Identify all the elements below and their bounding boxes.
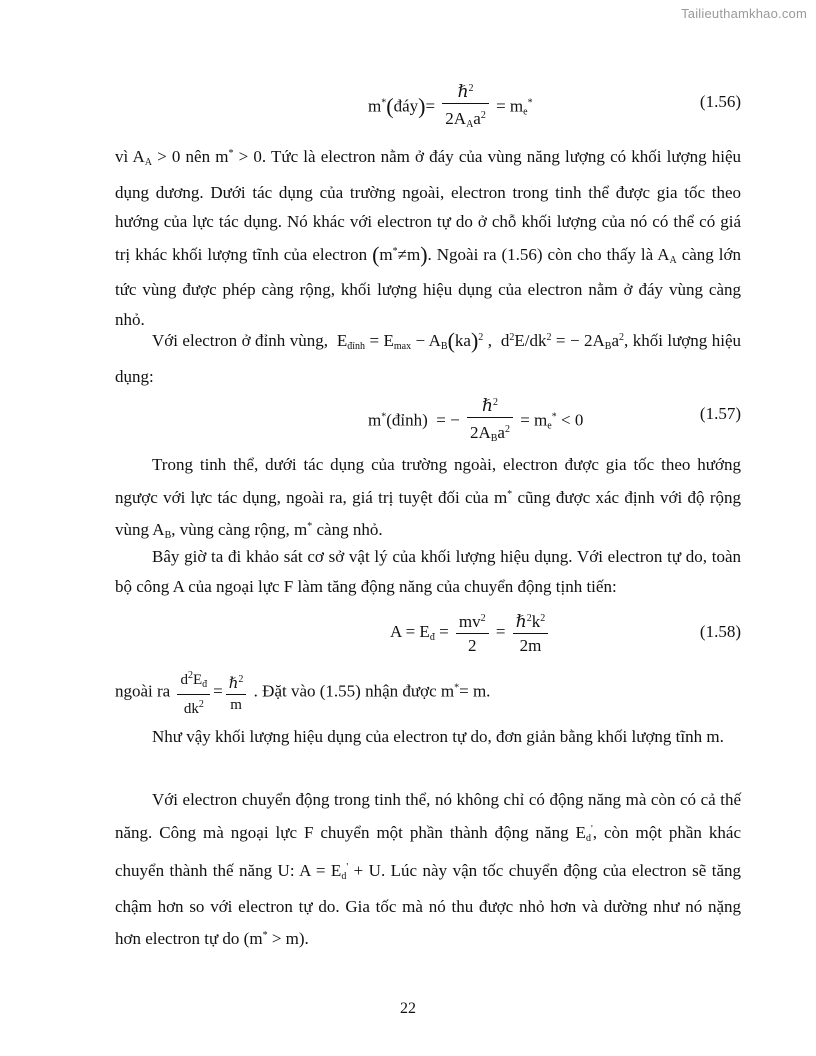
paragraph-3-part-b: cũng được xác định với độ rộng vùng (115, 487, 742, 539)
paragraph-2-start: Với electron ở đỉnh vùng, (152, 331, 328, 350)
paragraph-physical-basis: Bây giờ ta đi khảo sát cơ sở vật lý của khối lượng hiệu dụng. Với electron tự do, toàn bộ công A của ngoại lực F làm tăng động năng của chuyển động tịnh tiến: (115, 547, 741, 596)
paragraph-7-part-b: chuyển một phần thành động năng (320, 822, 569, 842)
paragraph-7-part-a: Với electron chuyển động trong tinh thể, nó không chỉ có động năng mà còn có cả thế năng. Công mà ngoại lực (115, 790, 741, 842)
paragraph-top-of-band-explanation: Trong tinh thể, dưới tác dụng của trường ngoài, electron được gia tốc theo hướng ngược với lực tác dụng, ngoài ra, giá trị tuyệt đối của m* cũng được xác định với độ rộng vùng $A_B$, vùng càng rộng, m* càng nhỏ. (115, 455, 742, 541)
equation-number-1-56: (1.56) (699, 92, 741, 111)
paragraph-2-end: khối lượng hiệu dụng: (115, 331, 741, 386)
equation-1-57: m*(đỉnh) = − $\frac{\hbar^2}{2A_Ba^2}$ = $m_e^* < 0$ (368, 392, 583, 451)
equation-1-56: m*(đáy)= $\frac{\hbar^2}{2A_Aa^2}$ = $m_e^*$ (368, 78, 533, 137)
paragraph-3-part-d: càng nhỏ. (316, 520, 383, 539)
equation-1-58: $A = E_đ$ = $\frac{mv^2}{2}$ = $\frac{\hbar^2k^2}{2m}$ (390, 608, 551, 658)
paragraph-4-part-a: Bây giờ ta đi khảo sát cơ sở vật lý của khối lượng hiệu dụng. Với electron tự do, toàn bộ công A của ngoại lực (115, 547, 741, 596)
paragraph-7-part-c: , còn một phần khác chuyển thành thế năng U: A = (115, 822, 741, 880)
paragraph-3-part-c: , vùng càng rộng, (171, 520, 290, 539)
paragraph-7-part-d: + U. Lúc này vận tốc chuyển động của electron sẽ tăng chậm hơn so với electron tự do. Gia tốc mà nó thu được nhỏ hơn và dường như nó nặng hơn electron tự do ( (115, 861, 741, 948)
paragraph-effective-mass-bottom: vì $A_A > 0$ nên m* > 0. Tức là electron nằm ở đáy của vùng năng lượng có khối lượng hiệu dụng dương. Dưới tác dụng của trường ngoài, electron trong tinh thể được gia tốc theo hướng của lực tác dụng. Nó khác với electron tự do ở chỗ khối lượng của nó có thể có giá trị khác khối lượng tĩnh của electron (m*≠m). Ngoài ra (1.56) còn cho thấy là $A_A$ càng lớn tức vùng được phép càng rộng, khối lượng hiệu dụng của electron nằm ở đáy vùng càng nhỏ. (115, 147, 742, 329)
paragraph-free-electron-derivative: ngoài ra $\frac{d^2E_đ}{dk^2}$ = $\frac{\hbar^2}{m}$ . Đặt vào (1.55) nhận được m*= m. (115, 666, 741, 719)
equation-number-1-58: (1.58) (699, 622, 741, 641)
page-number: 22 (400, 1000, 416, 1017)
paragraph-crystal-electron: Với electron chuyển động trong tinh thể, nó không chỉ có động năng mà còn có cả thế năng. Công mà ngoại lực F chuyển một phần thành động năng $E_d'$, còn một phần khác chuyển thành thế năng U: $A = E_d' + U$. Lúc này vận tốc chuyển động của electron sẽ tăng chậm hơn so với electron tự do. Gia tốc mà nó thu được nhỏ hơn và dường như nó nặng hơn electron tự do (m* > m). (115, 790, 741, 948)
paragraph-top-of-band: Với electron ở đỉnh vùng, $E_{đỉnh} = E_{max} - A_B(ka)^2$ , $d^2E/dk^2$ = − $2A_Ba^2$, khối lượng hiệu dụng: (115, 328, 741, 386)
paragraph-5-part-b: . Đặt vào (1.55) nhận được (253, 681, 437, 701)
paragraph-free-electron-conclusion: Như vậy khối lượng hiệu dụng của electron tự do, đơn giản bằng khối lượng tĩnh m. (152, 727, 724, 746)
paragraph-4-part-b: làm tăng động năng của chuyển động tịnh tiến: (297, 576, 617, 596)
watermark: Tailieuthamkhao.com (681, 6, 807, 21)
paragraph-3-part-a: Trong tinh thể, dưới tác dụng của trường ngoài, electron được gia tốc theo hướng ngược với lực tác dụng, ngoài ra, giá trị tuyệt đối của (115, 455, 741, 507)
equation-number-1-57: (1.57) (699, 404, 741, 423)
paragraph-7-part-e: > m). (271, 929, 309, 948)
paragraph-5-part-a: ngoài ra (115, 681, 171, 701)
